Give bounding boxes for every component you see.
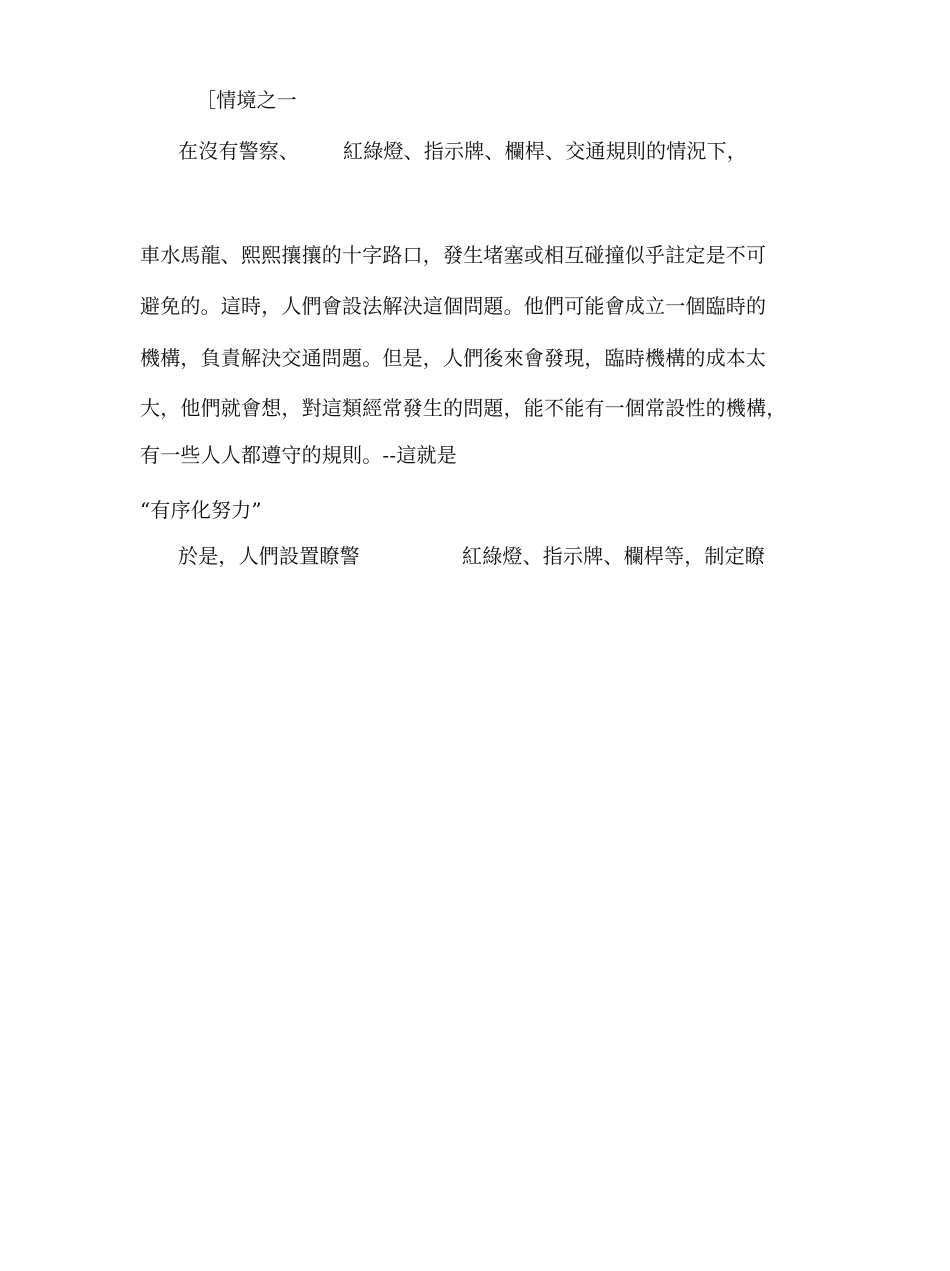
paragraph-line-3-text: 機構，負責解決交通問題。但是，人們後來會發現，臨時機構的成本太	[140, 346, 767, 370]
scenario-heading-text: ［情境之一	[196, 88, 297, 112]
paragraph-line-5-text: 有一些人人都遵守的規則。--這就是	[140, 443, 457, 467]
conclusion-line	[178, 544, 818, 568]
paragraph-line-4-text: 大，他們就會想，對這類經常發生的問題，能不能有一個常設性的機構，	[140, 396, 787, 420]
intro-part1: 在沒有警察、	[178, 139, 300, 163]
paragraph-line-4	[140, 396, 786, 420]
quote-line	[140, 498, 262, 522]
paragraph-line-3	[140, 346, 766, 370]
paragraph-line-5	[140, 443, 457, 467]
paragraph-line-1-text: 車水馬龍、熙熙攘攘的十字路口，發生堵塞或相互碰撞似乎註定是不可	[140, 243, 767, 267]
quote-text: “有序化努力”	[140, 498, 262, 522]
paragraph-line-2	[140, 294, 766, 318]
conclusion-part1: 於是，人們設置瞭警	[178, 544, 360, 568]
conclusion-part2: 紅綠燈、指示牌、欄桿等，制定瞭	[462, 544, 765, 568]
intro-line	[178, 139, 818, 163]
scenario-heading	[196, 88, 297, 112]
intro-part2: 紅綠燈、指示牌、欄桿、交通規則的情況下，	[343, 139, 747, 163]
paragraph-line-2-text: 避免的。這時，人們會設法解決這個問題。他們可能會成立一個臨時的	[140, 294, 767, 318]
paragraph-line-1	[140, 243, 766, 267]
